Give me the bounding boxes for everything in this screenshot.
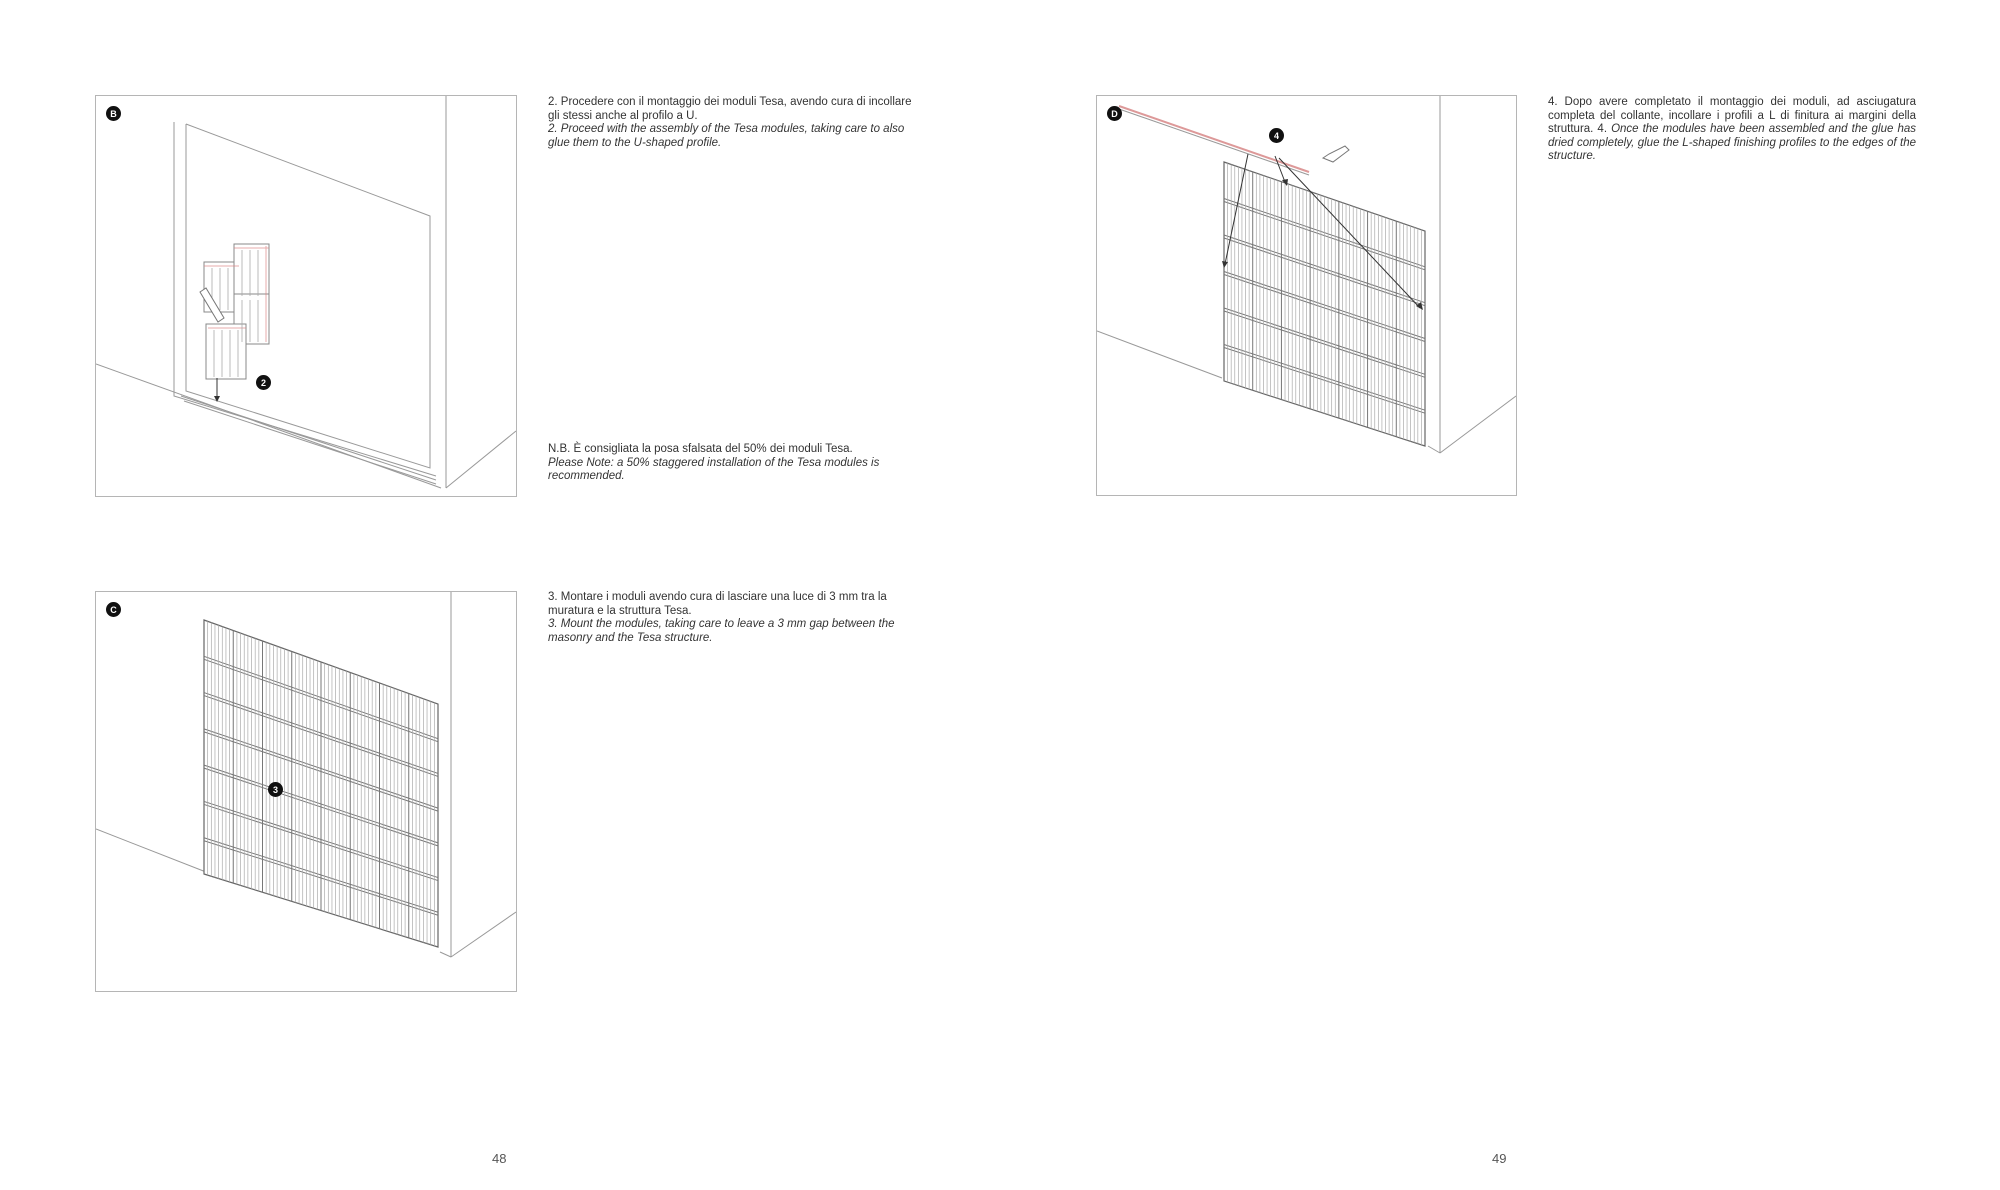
step-4-marker: 4: [1269, 128, 1284, 143]
figure-b-letter-badge: B: [106, 106, 121, 121]
figure-d-letter-badge: D: [1107, 106, 1122, 121]
figure-d-panel: [1096, 95, 1517, 496]
step-3-text: [548, 591, 918, 645]
figure-c-letter-badge: C: [106, 602, 121, 617]
step-3-marker: 3: [268, 782, 283, 797]
step-4-italian: 4. Dopo avere completato il montaggio dei moduli, ad asciugatura completa del collante, incollare i profili a L di finitura ai margini della struttura. 4.: [1548, 96, 1916, 136]
figure-c-illustration: [96, 592, 516, 991]
figure-c-module-grid: [204, 620, 438, 947]
step-2-italian: 2. Procedere con il montaggio dei moduli Tesa, avendo cura di incollare gli stessi anche al profilo a U.: [548, 96, 912, 122]
figure-c-panel: [95, 591, 517, 992]
step-2-english: 2. Proceed with the assembly of the Tesa modules, taking care to also glue them to the U-shaped profile.: [548, 123, 905, 149]
note-english: Please Note: a 50% staggered installation of the Tesa modules is recommended.: [548, 456, 880, 483]
figure-b-panel: [95, 95, 517, 497]
note-italian: N.B. È consigliata la posa sfalsata del 50% dei moduli Tesa.: [548, 443, 853, 455]
step-2-marker: 2: [256, 375, 271, 390]
page-number-left: 48: [492, 1151, 507, 1166]
step-3-italian: 3. Montare i moduli avendo cura di lasciare una luce di 3 mm tra la muratura e la struttura Tesa.: [548, 591, 887, 617]
step-2-text: [548, 96, 916, 150]
figure-d-module-grid: [1224, 162, 1425, 446]
step-4-text: [1548, 96, 1916, 164]
figure-b-illustration: [96, 96, 516, 496]
step-3-english: 3. Mount the modules, taking care to leave a 3 mm gap between the masonry and the Tesa structure.: [548, 618, 895, 644]
figure-d-illustration: [1097, 96, 1516, 495]
step-4-english: Once the modules have been assembled and the glue has dried completely, glue the L-shaped finishing profiles to the edges of the structure.: [1548, 123, 1916, 163]
page-number-right: 49: [1492, 1151, 1507, 1166]
note-text: [548, 443, 908, 484]
